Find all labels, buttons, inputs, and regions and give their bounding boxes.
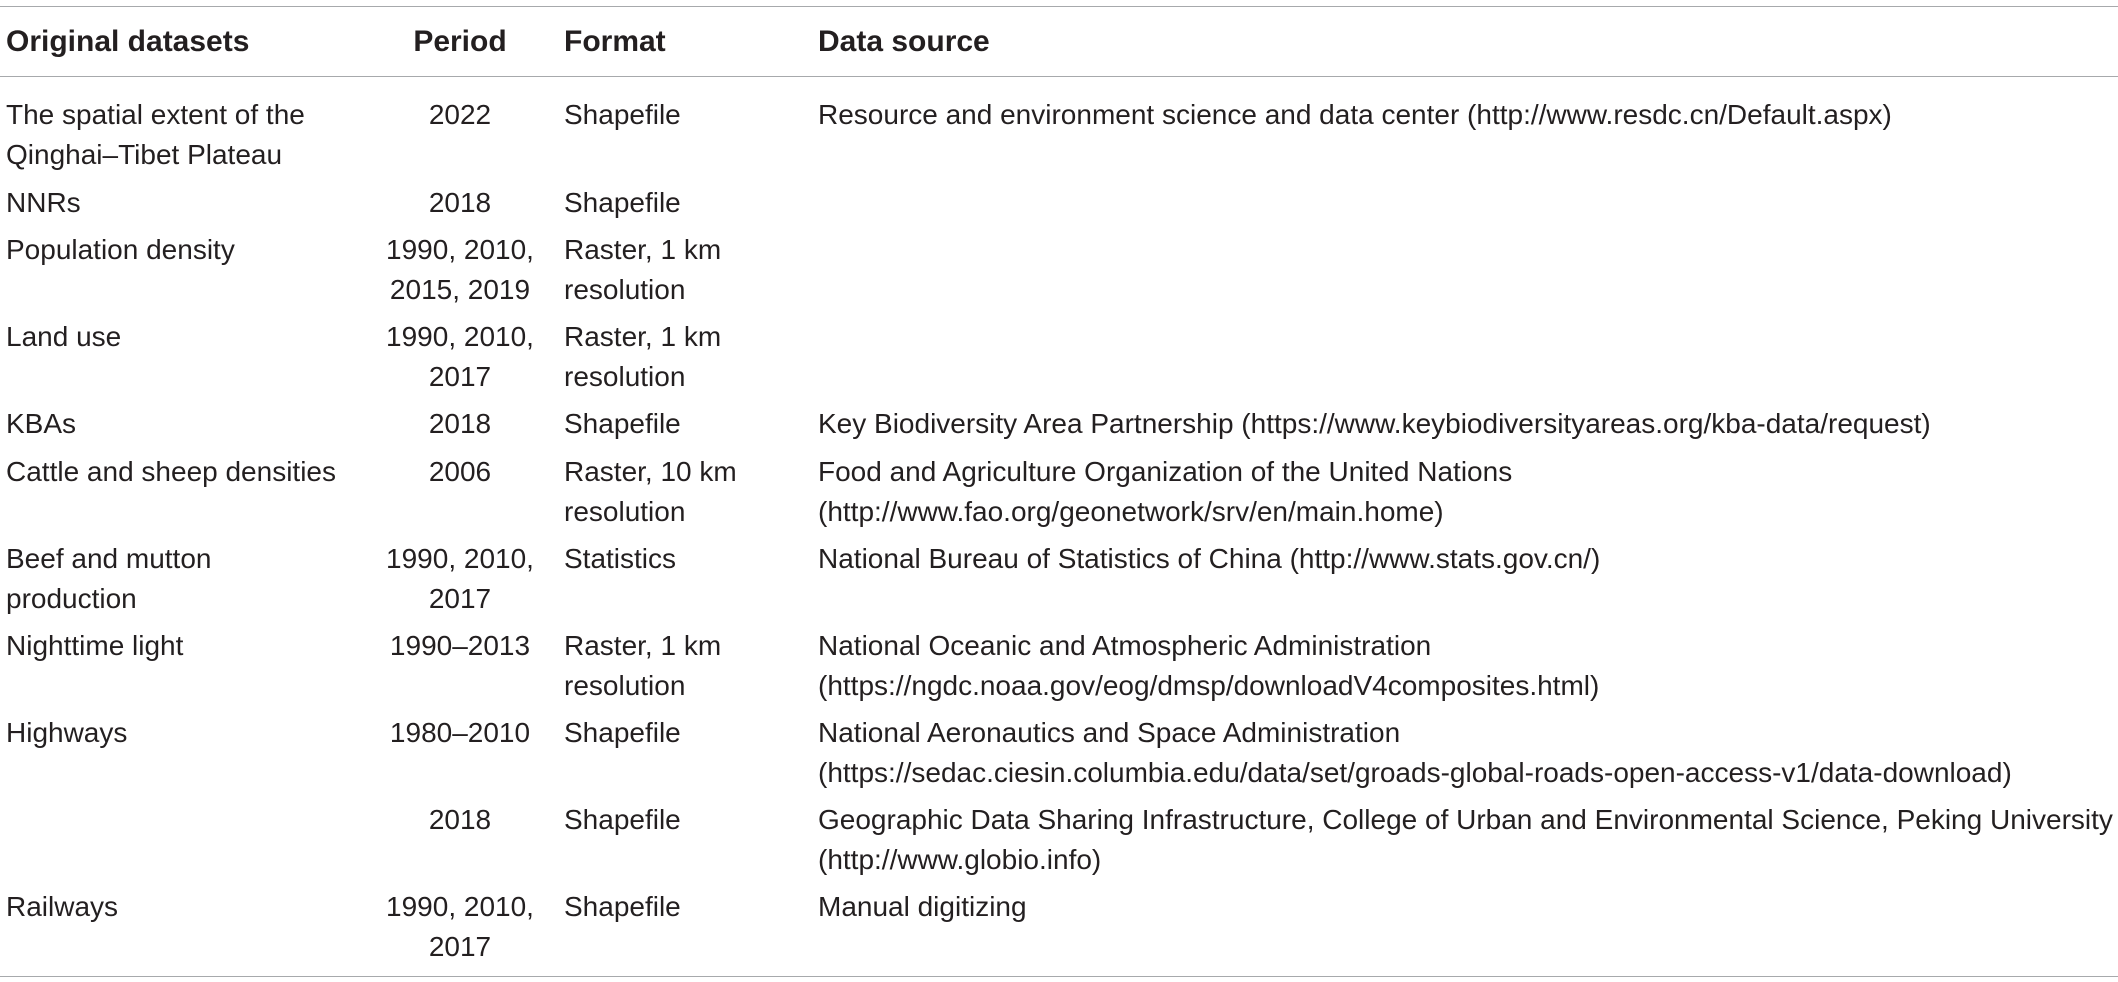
cell-data-source: National Aeronautics and Space Administration (https://sedac.ciesin.columbia.edu/data/set/groads-global-roads-open-access-v1/data-download) xyxy=(818,717,2012,788)
cell-format: Shapefile xyxy=(564,717,681,748)
cell-dataset: Highways xyxy=(6,717,128,748)
cell-data-source: Key Biodiversity Area Partnership (https://www.keybiodiversityareas.org/kba-data/request) xyxy=(818,408,1931,439)
cell-period: 1990, 2010, 2017 xyxy=(386,321,534,392)
cell-format: Shapefile xyxy=(564,891,681,922)
cell-dataset: Nighttime light xyxy=(6,630,184,661)
cell-period: 2018 xyxy=(428,408,492,439)
table-header-rule xyxy=(0,76,2118,77)
cell-data-source: Manual digitizing xyxy=(818,891,1027,922)
cell-period: 2018 xyxy=(428,187,492,218)
cell-format: Raster, 10 km resolution xyxy=(564,456,737,527)
cell-data-source: Geographic Data Sharing Infrastructure, College of Urban and Environmental Science, Peking University (http://www.globio.info) xyxy=(818,804,2113,875)
cell-period: 2006 xyxy=(428,456,492,487)
cell-period: 1980–2010 xyxy=(389,717,531,748)
cell-format: Raster, 1 km resolution xyxy=(564,321,722,392)
cell-data-source: National Oceanic and Atmospheric Administration (https://ngdc.noaa.gov/eog/dmsp/downloadV4composites.html) xyxy=(818,630,1600,701)
cell-dataset: Land use xyxy=(6,321,122,352)
header-period: Period xyxy=(413,25,507,58)
cell-period: 1990, 2010, 2017 xyxy=(386,543,534,614)
cell-period: 2018 xyxy=(428,804,492,835)
cell-dataset: Population density xyxy=(6,234,235,265)
table-top-rule xyxy=(0,6,2118,7)
cell-data-source: Food and Agriculture Organization of the United Nations (http://www.fao.org/geonetwork/srv/en/main.home) xyxy=(818,456,1513,527)
cell-data-source: National Bureau of Statistics of China (http://www.stats.gov.cn/) xyxy=(818,543,1601,574)
cell-format: Shapefile xyxy=(564,187,681,218)
cell-period: 1990, 2010, 2015, 2019 xyxy=(386,234,534,305)
cell-dataset: The spatial extent of the Qinghai–Tibet Plateau xyxy=(6,99,305,170)
cell-format: Shapefile xyxy=(564,804,681,835)
cell-dataset: Cattle and sheep densities xyxy=(6,456,336,487)
table-bottom-rule xyxy=(0,976,2118,977)
cell-period: 2022 xyxy=(428,99,492,130)
cell-format: Shapefile xyxy=(564,408,681,439)
cell-format: Raster, 1 km resolution xyxy=(564,234,722,305)
header-original-datasets: Original datasets xyxy=(6,25,250,58)
cell-format: Statistics xyxy=(564,543,677,574)
cell-dataset: Beef and mutton production xyxy=(6,543,212,614)
cell-dataset: KBAs xyxy=(6,408,77,439)
header-format: Format xyxy=(564,25,666,58)
cell-period: 1990–2013 xyxy=(389,630,531,661)
cell-dataset: NNRs xyxy=(6,187,81,218)
cell-period: 1990, 2010, 2017 xyxy=(386,891,534,962)
header-data-source: Data source xyxy=(818,25,990,58)
cell-data-source: Resource and environment science and data center (http://www.resdc.cn/Default.aspx) xyxy=(818,99,1892,130)
cell-dataset: Railways xyxy=(6,891,119,922)
cell-format: Shapefile xyxy=(564,99,681,130)
cell-format: Raster, 1 km resolution xyxy=(564,630,722,701)
